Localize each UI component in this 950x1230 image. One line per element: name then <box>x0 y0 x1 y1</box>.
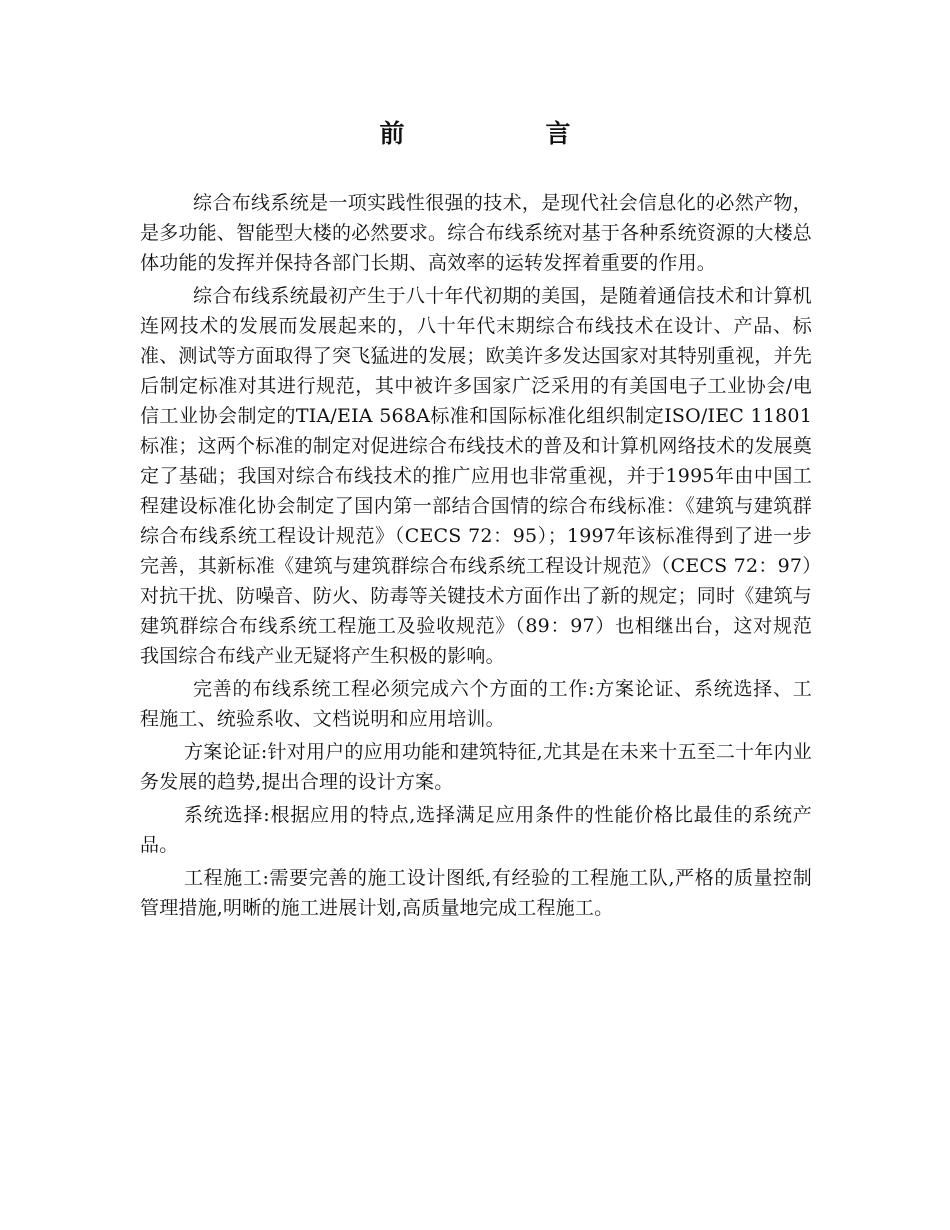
paragraph-six-tasks: 完善的布线系统工程必须完成六个方面的工作:方案论证、系统选择、工程施工、统验系收、文档说明和应用培训。 <box>140 678 812 730</box>
paragraph-system-selection: 系统选择:根据应用的特点,选择满足应用条件的性能价格比最佳的系统产品。 <box>140 804 812 856</box>
document-body <box>140 188 812 923</box>
paragraph-intro: 综合布线系统是一项实践性很强的技术，是现代社会信息化的必然产物，是多功能、智能型大楼的必然要求。综合布线系统对基于各种系统资源的大楼总体功能的发挥并保持各部门长期、高效率的运转发挥着重要的作用。 <box>140 192 813 274</box>
paragraph-construction: 工程施工:需要完善的施工设计图纸,有经验的工程施工队,严格的质量控制管理措施,明晰的施工进展计划,高质量地完成工程施工。 <box>140 867 812 919</box>
page-title: 前 言 <box>379 119 629 148</box>
paragraph-scheme-demonstration: 方案论证:针对用户的应用功能和建筑特征,尤其是在未来十五至二十年内业务发展的趋势,提出合理的设计方案。 <box>140 741 812 793</box>
paragraph-history: 综合布线系统最初产生于八十年代初期的美国，是随着通信技术和计算机连网技术的发展而发展起来的，八十年代末期综合布线技术在设计、产品、标准、测试等方面取得了突飞猛进的发展；欧美许多发达国家对其特别重视，并先后制定标准对其进行规范，其中被许多国家广泛采用的有美国电子工业协会/电信工业协会制定的TIA/EIA 568A标准和国际标准化组织制定ISO/IEC 11801标准；这两个标准的制定对促进综合布线技术的普及和计算机网络技术的发展奠定了基础；我国对综合布线技术的推广应用也非常重视，并于1995年由中国工程建设标准化协会制定了国内第一部结合国情的综合布线标准：《建筑与建筑群综合布线系统工程设计规范》（CECS 72：95）；1997年该标准得到了进一步完善，其新标准《建筑与建筑群综合布线系统工程设计规范》（CECS 72：97）对抗干扰、防噪音、防火、防毒等关键技术方面作出了新的规定；同时《建筑与建筑群综合布线系统工程施工及验收规范》（89：97）也相继出台，这对规范我国综合布线产业无疑将产生积极的影响。 <box>140 285 813 667</box>
